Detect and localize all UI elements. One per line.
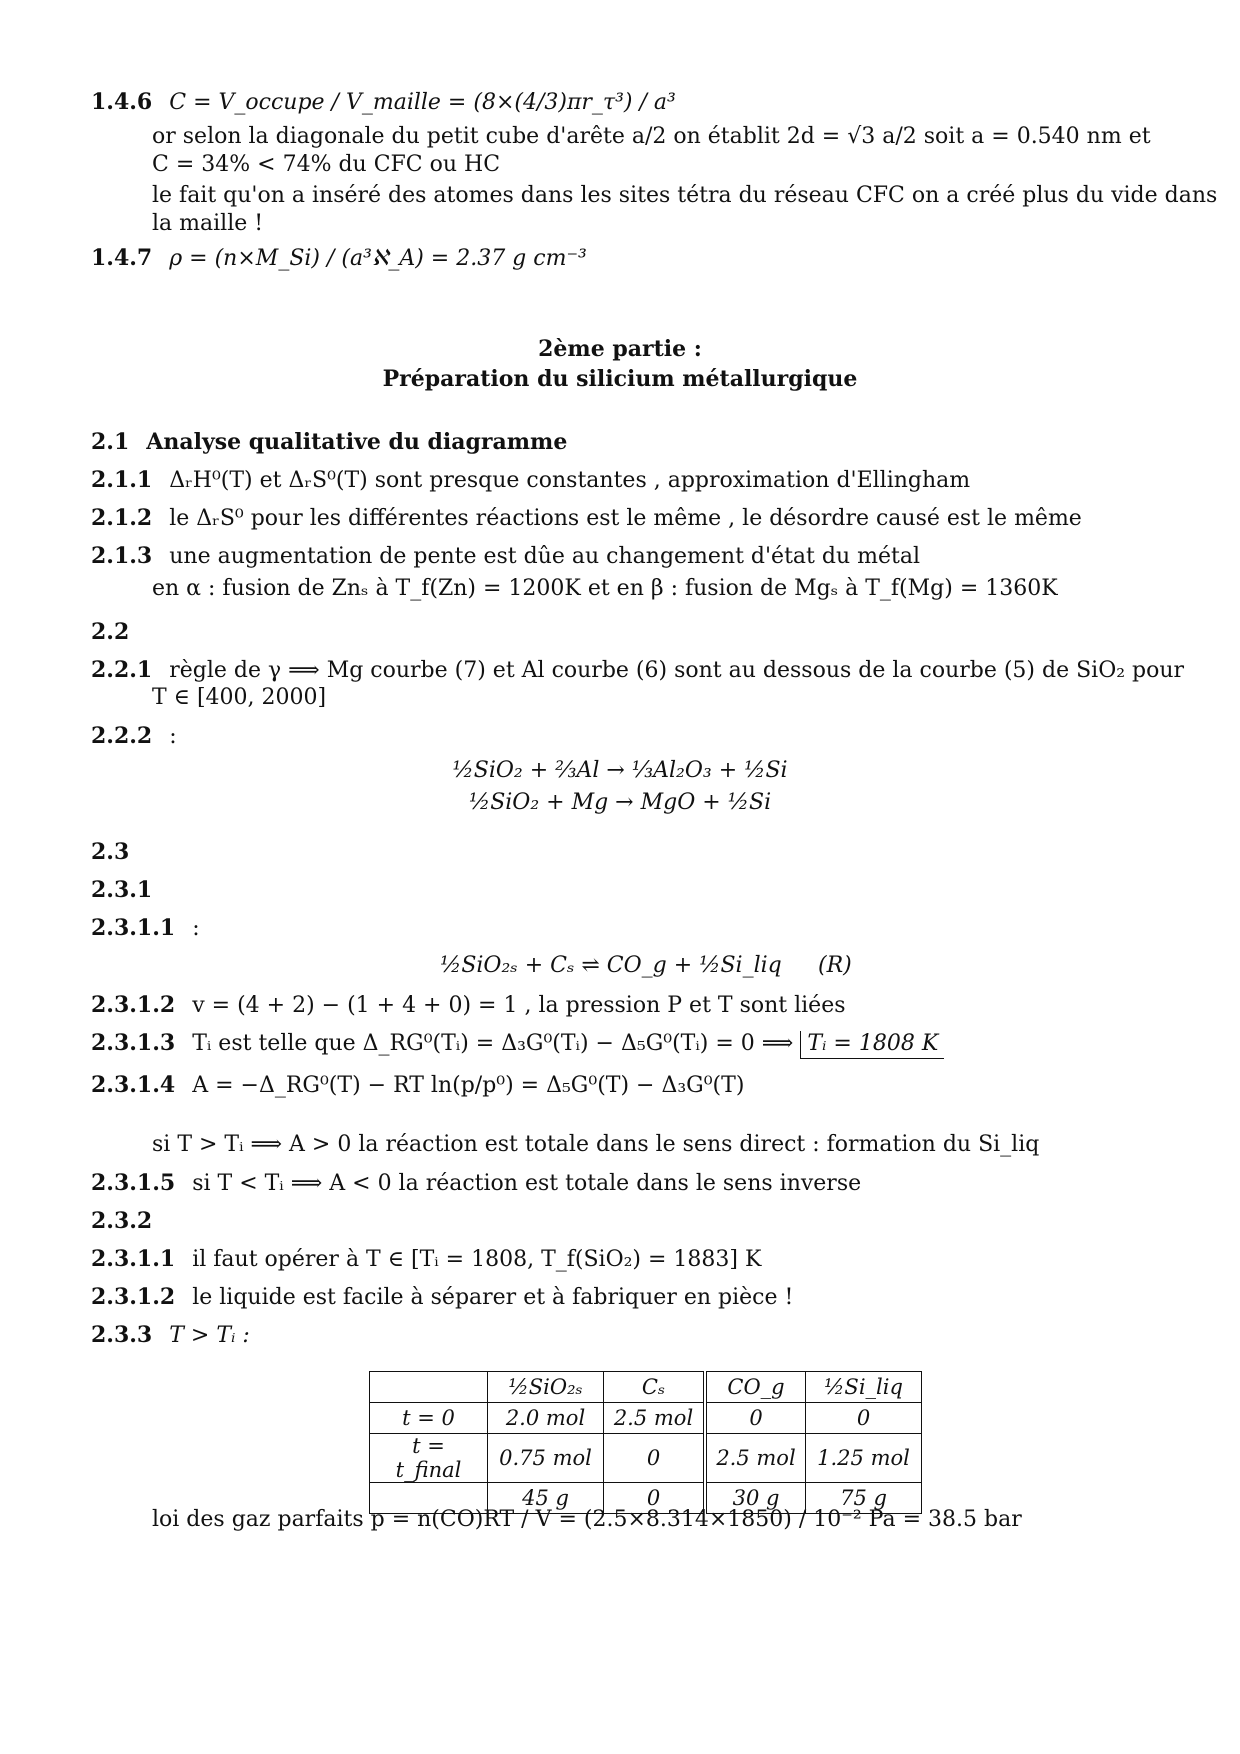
text-line: le fait qu'on a inséré des atomes dans les sites tétra du réseau CFC on a créé plus du vide dans [152,183,1218,208]
section-2-1-1 [91,466,970,495]
part-title-text: Préparation du silicium métallurgique [382,366,858,392]
section-2-3-1-5 [91,1169,861,1198]
section-text: une augmentation de pente est dûe au changement d'état du métal [169,544,920,569]
table-cell: 75 g [806,1483,922,1514]
reaction-table [369,1371,922,1514]
formula: ρ = (n×M_Si) / (a³ℵ_A) = 2.37 g cm⁻³ [169,246,587,271]
section-text: le liquide est facile à séparer et à fabriquer en pièce ! [192,1285,794,1310]
section-2-1-2 [91,504,1082,533]
section-number: 2.3.1 [91,877,153,903]
section-colon: : [169,724,177,749]
part-label [0,334,1240,365]
section-number: 2.3.1.2 [91,1284,176,1310]
section-2-3-1 [91,876,162,905]
section-number: 2.3.1.1 [91,1246,176,1272]
text-line: or selon la diagonale du petit cube d'arête a/2 on établit 2d = √3 a/2 soit a = 0.540 nm et [152,124,1151,149]
table-cell: 0 [604,1434,706,1483]
section-text: règle de γ ⟹ Mg courbe (7) et Al courbe (6) sont au dessous de la courbe (5) de SiO₂ pour [169,658,1185,683]
equation-tag: (R) [818,953,852,978]
section-text: v = (4 + 2) − (1 + 4 + 0) = 1 , la pression P et T sont liées [192,993,846,1018]
text-line: C = 34% < 74% du CFC ou HC [152,152,501,177]
table-cell: 0 [806,1403,922,1434]
section-2-3-3 [91,1321,250,1350]
table-cell: 2.5 mol [705,1434,806,1483]
section-number: 2.1.2 [91,505,153,531]
section-number: 2.2 [91,619,130,645]
section-1-4-7 [91,244,587,273]
table-cell: 30 g [705,1483,806,1514]
section-number: 2.2.2 [91,723,153,749]
table-header-cell [370,1372,488,1403]
table-cell: 1.25 mol [806,1434,922,1483]
table-header-cell: ½Si_liq [806,1372,922,1403]
table-cell: 0 [705,1403,806,1434]
part-title [0,364,1240,395]
section-title: Analyse qualitative du diagramme [146,429,568,455]
section-text: il faut opérer à T ∈ [Tᵢ = 1808, T_f(SiO₂) = 1883] K [192,1247,762,1272]
section-1-4-6 [91,88,676,117]
section-2-3-1-2 [91,991,846,1020]
table-cell: 0 [604,1483,706,1514]
text-line: si T > Tᵢ ⟹ A > 0 la réaction est totale dans le sens direct : formation du Si_liq [152,1132,1040,1157]
section-number: 2.3.1.4 [91,1072,176,1098]
section-text: A = −Δ_RG⁰(T) − RT ln(p/p⁰) = Δ₅G⁰(T) − Δ₃G⁰(T) [192,1073,745,1098]
equation: ½SiO₂ₛ + Cₛ ⇌ CO_g + ½Si_liq [440,953,782,978]
table-row [370,1434,922,1483]
table-header-cell: CO_g [705,1372,806,1403]
section-number: 2.3.1.1 [91,915,176,941]
table-cell: t = 0 [370,1403,488,1434]
section-2-3-1-4 [91,1071,744,1100]
table-cell: 2.0 mol [488,1403,604,1434]
section-number: 2.3 [91,839,130,865]
text-line: T ∈ [400, 2000] [152,685,327,710]
section-number: 2.1 [91,429,130,455]
result-box: Tᵢ = 1808 K [800,1031,944,1059]
section-number: 2.3.1.5 [91,1170,176,1196]
part-label-text: 2ème partie : [538,336,702,362]
section-2-1-3 [91,542,920,571]
section-number: 2.1.1 [91,467,153,493]
formula: C = V_occupe / V_maille = (8×(4/3)πr_τ³) / a³ [169,90,676,115]
section-number: 2.3.2 [91,1208,153,1234]
section-2-2-2 [91,722,177,751]
table-row [370,1403,922,1434]
section-text: le ΔᵣS⁰ pour les différentes réactions est le même , le désordre causé est le même [169,506,1082,531]
section-2-2-1 [91,656,1184,685]
section-2-3-2-1 [91,1245,761,1274]
section-number: 2.1.3 [91,543,153,569]
section-2-3-2-2 [91,1283,793,1312]
section-2-3 [91,838,139,867]
section-text: ΔᵣH⁰(T) et ΔᵣS⁰(T) sont presque constantes , approximation d'Ellingham [169,468,971,493]
section-text: Tᵢ est telle que Δ_RG⁰(Tᵢ) = Δ₃G⁰(Tᵢ) − Δ₅G⁰(Tᵢ) = 0 ⟹ [192,1031,794,1056]
section-number: 2.2.1 [91,657,153,683]
gas-law-line: loi des gaz parfaits p = n(CO)RT / V = (2.5×8.314×1850) / 10⁻² Pa = 38.5 bar [152,1507,1022,1532]
section-number: 1.4.6 [91,89,153,115]
table-header-row [370,1372,922,1403]
section-2-3-2 [91,1207,162,1236]
table-header-cell: ½SiO₂ₛ [488,1372,604,1403]
table-header-cell: Cₛ [604,1372,706,1403]
equation: ½SiO₂ + Mg → MgO + ½Si [468,790,772,815]
equation: ½SiO₂ + ⅔Al → ⅓Al₂O₃ + ½Si [452,758,788,783]
table-cell: 45 g [488,1483,604,1514]
section-text: si T < Tᵢ ⟹ A < 0 la réaction est totale dans le sens inverse [192,1171,862,1196]
section-number: 2.3.1.2 [91,992,176,1018]
section-text: T > Tᵢ : [169,1323,250,1348]
table-cell: 0.75 mol [488,1434,604,1483]
section-2-3-1-1 [91,914,200,943]
section-2-2 [91,618,139,647]
section-colon: : [192,916,200,941]
section-number: 2.3.3 [91,1322,153,1348]
table-cell: t = t_final [370,1434,488,1483]
text-line: la maille ! [152,211,264,236]
section-2-3-1-3 [91,1029,944,1058]
section-number: 1.4.7 [91,245,153,271]
text-line: en α : fusion de Znₛ à T_f(Zn) = 1200K et en β : fusion de Mgₛ à T_f(Mg) = 1360K [152,576,1058,601]
table-cell: 2.5 mol [604,1403,706,1434]
section-number: 2.3.1.3 [91,1030,176,1056]
section-2-1 [91,428,567,457]
